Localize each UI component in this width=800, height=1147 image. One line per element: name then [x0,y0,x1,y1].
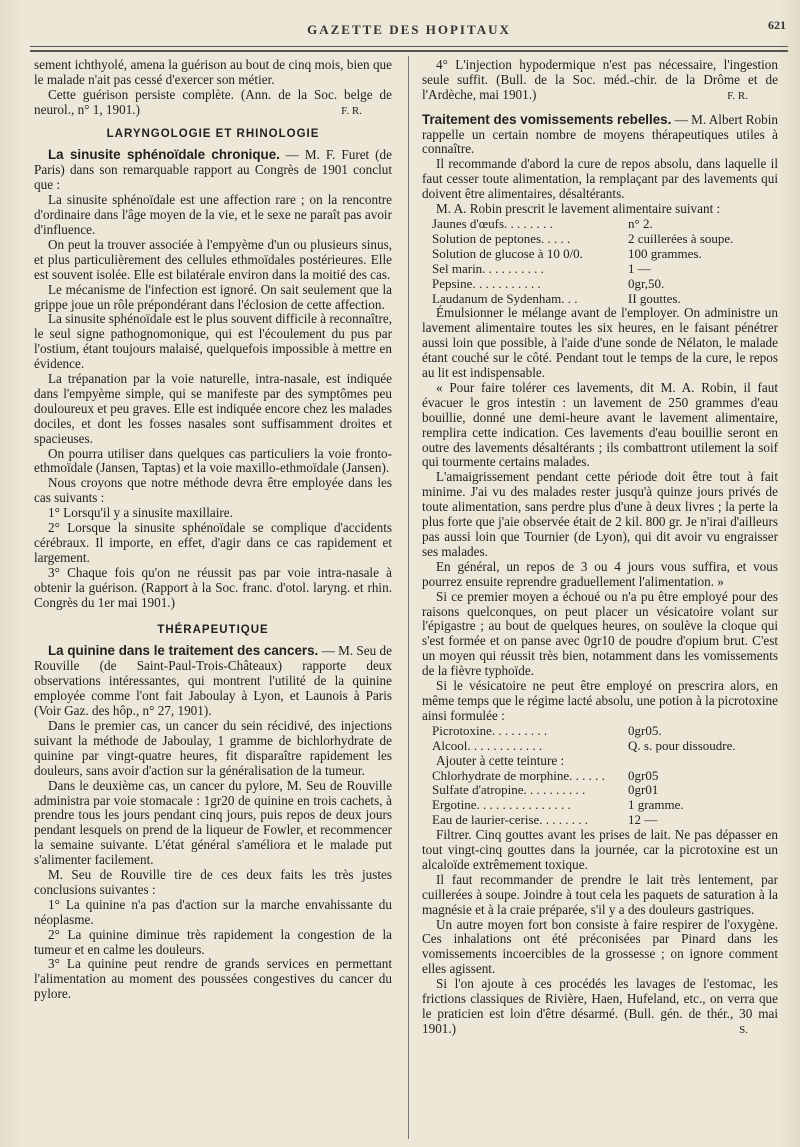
paragraph: 2° La quinine diminue très rapidement la congestion de la tumeur et en calme les douleurs. [34,926,392,957]
paragraph: Dans le deuxième cas, un cancer du pylore, M. Seu de Rouville administra par voie stomacale : 1gr20 de quinine en trois cachets, à prendre tous les jours pendant cinq jours, puis repos de deux jours pendant lesquels on prend de la liqueur de Fowler, et recommencer la semaine suivante. L'état général s'améliora et le malade put s'alimenter facilement. [34,777,392,868]
paragraph: Nous croyons que notre méthode devra être employée dans les cas suivants : [34,475,392,506]
page-number: 621 [768,18,786,32]
author-initials: S. [739,1023,748,1036]
paragraph: La sinusite sphénoïdale est une affection rare ; on la rencontre d'ordinaire dans l'âge moyen de la vie, et le sexe ne paraît pas avoir d'influence. [34,192,392,237]
paragraph: « Pour faire tolérer ces lavements, dit M. A. Robin, il faut évacuer le gros intestin : un lavement de 250 grammes d'eau bouillie, donné une demi-heure avant le lavement alimentaire, remplira cette indication. Ces lavements d'eau bouillie seront en outre des lavements désaltérants ; ils combattront utilement la soif qui tourmente certains malades. [422,379,778,470]
paragraph: Cette guérison persiste complète. (Ann. de la Soc. belge de neurol., n° 1, 1901.) [34,86,392,117]
paragraph: On pourra utiliser dans quelques cas particuliers la voie fronto-ethmoïdale (Jansen, Taptas) et la voie maxillo-ethmoïdale (Jansen). [34,445,392,476]
article-title: La sinusite sphénoïdale chronique. [48,147,280,163]
prescription-row [422,813,778,828]
paragraph: 3° Chaque fois qu'on ne réussit pas par voie intra-nasale à obtenir la guérison. (Rapport à la Soc. franc. d'otol. laryng. et rhin. Congrès du 1er mai 1901.) [34,564,392,610]
header-rule-double [30,50,788,52]
column-divider [408,56,409,1139]
prescription-row [422,292,778,307]
ingredient-quantity: 100 grammes. [628,245,702,261]
paragraph: Un autre moyen fort bon consiste à faire respirer de l'oxygène. Ces inhalations ont été préconisées par Pinard dans les vomissements incoercibles de la grossesse ; on ignore comment elles agissent. [422,916,778,977]
author-initials: F. R. [341,104,362,117]
ingredient-name: Laudanum de Sydenham. . . [432,290,578,306]
section-heading-laryngologie: LARYNGOLOGIE ET RHINOLOGIE [106,127,320,140]
header-rule [30,46,788,47]
paragraph: Il recommande d'abord la cure de repos absolu, dans laquelle il faut cesser toute alimentation, la remplaçant par des lavements qui doivent être alimentaires, désaltérants. [422,156,778,202]
ingredient-quantity: 0gr01 [628,782,659,798]
prescription-table-teinture [422,769,778,829]
article-text: — M. Seu de Rouville (de Saint-Paul-Trois-Châteaux) rapporte deux observations intéressantes, qui montrent l'utilité de la quinine employée comme l'ont fait Jaboulay à Lyon, et Launois à Paris (Voir Gaz. des hôp., n° 27, 1901). [34,643,392,719]
ingredient-name: Sulfate d'atropine. . . . . . . . . . [432,782,586,798]
prescription-row [422,783,778,798]
paragraph: L'amaigrissement pendant cette période doit être tout à fait minime. J'ai vu des malades rester jusqu'à quinze jours privés de toute alimentation, sans perdre plus d'une à deux livres ; la perte la plus forte que j'aie observée était de 2 kil. 800 gr. Je n'irai d'ailleurs pas aussi loin que Tournier (de Lyon), qui dit avoir vu engraisser ses malades. [422,469,778,559]
ingredient-quantity: 12 — [628,812,658,828]
paragraph: M. A. Robin prescrit le lavement alimentaire suivant : [436,201,721,217]
paragraph: Ajouter à cette teinture : [436,752,565,768]
paragraph: M. Seu de Rouville tire de ces deux faits les très justes conclusions suivantes : [34,867,392,897]
ingredient-name: Chlorhydrate de morphine. . . . . . [432,767,605,783]
ingredient-name: Ergotine. . . . . . . . . . . . . . . [432,797,571,813]
ingredient-name: Pepsine. . . . . . . . . . . [432,275,541,291]
ingredient-quantity: 2 cuillerées à soupe. [628,230,734,246]
prescription-table-lavement [422,217,778,306]
ingredient-name: Solution de peptones. . . . . [432,230,571,246]
ingredient-quantity: 1 — [628,260,651,276]
paragraph: 1° Lorsqu'il y a sinusite maxillaire. [48,505,233,521]
paragraph: Si ce premier moyen a échoué ou n'a pu être employé pour des raisons quelconques, on peut placer un vésicatoire volant sur l'épigastre ; au bout de quelques heures, on soulève la cloque qui s'est formée et on panse avec 0gr10 de poudre d'opium brut. C'est un moyen qui réussit très bien, notamment dans les vomissements de la fièvre typhoïde. [422,588,778,679]
ingredient-quantity: 0gr,50. [628,275,665,291]
prescription-row [422,739,778,754]
ingredient-quantity: 0gr05. [628,722,662,738]
prescription-row [422,798,778,813]
article-title: Traitement des vomissements rebelles. [422,111,672,127]
paragraph: 3° La quinine peut rendre de grands services en permettant l'alimentation au moment des poussées congestives du cancer du pylore. [34,956,392,1002]
paragraph: Le mécanisme de l'infection est ignoré. On sait seulement que la grippe joue un rôle prépondérant dans l'éclosion de cette affection. [34,281,392,312]
paragraph: Si le vésicatoire ne peut être employé on prescrira alors, en même temps que le régime lacté absolu, une potion à la picrotoxine ainsi formulée : [422,678,778,723]
prescription-row [422,247,778,262]
prescription-row [422,217,778,232]
article-paragraph [34,644,392,719]
ingredient-quantity: 0gr05 [628,767,659,783]
prescription-row [422,769,778,784]
ingredient-quantity: II gouttes. [628,290,681,306]
ingredient-name: Alcool. . . . . . . . . . . . [432,737,543,753]
paragraph: Si l'on ajoute à ces procédés les lavages de l'estomac, les frictions classiques de Rivière, Haen, Hufeland, etc., on verra que le praticien est loin d'être désarmé. (Bull. gén. de thér., 30 mai 1901.) [422,976,778,1036]
paragraph: On peut la trouver associée à l'empyème d'un ou plusieurs sinus, et plus particulièrement des cellules ethmoïdales postérieures. Elle est souvent isolée. Elle est bilatérale environ dans la moitié des cas. [34,236,392,282]
paragraph: 2° Lorsque la sinusite sphénoïdale se complique d'accidents cérébraux. Il importe, en effet, d'agir dans ce cas rapidement et largement. [34,520,392,565]
prescription-row [422,262,778,277]
ingredient-name: Solution de glucose à 10 0/0. [432,245,583,261]
prescription-row [422,277,778,292]
author-initials: F. R. [727,89,748,102]
ingredient-name: Picrotoxine. . . . . . . . . [432,722,548,738]
article-paragraph [422,113,778,158]
paragraph: sement ichthyolé, amena la guérison au bout de cinq mois, bien que le malade n'ait pas cessé d'exercer son métier. [34,57,392,87]
paragraph: Filtrer. Cinq gouttes avant les prises de lait. Ne pas dépasser en tout vingt-cinq gouttes dans la journée, car la picrotoxine est un alcaloïde extrêmement toxique. [422,827,778,872]
article-text: — M. Albert Robin rappelle un certain nombre de moyens thérapeutiques utiles à connaître. [422,111,778,157]
prescription-table-picrotoxine [422,724,778,754]
paragraph: En général, un repos de 3 ou 4 jours vous suffira, et vous pourrez ensuite reprendre graduellement l'alimentation. » [422,558,778,589]
paragraph: 4° L'injection hypodermique n'est pas nécessaire, l'ingestion seule suffit. (Bull. de la Soc. méd.-chir. de la Drôme et de l'Ardèche, mai 1901.) [422,57,778,102]
ingredient-name: Eau de laurier-cerise. . . . . . . . [432,812,589,828]
paragraph: Dans le premier cas, un cancer du sein récidivé, des injections suivant la méthode de Jaboulay, 1 gramme de bichlorhydrate de quinine par vingt-quatre heures, fit disparaître rapidement les douleurs, sans avoir d'action sur la généralisation de la tumeur. [34,717,392,778]
paragraph: 1° La quinine n'a pas d'action sur la marche envahissante du néoplasme. [34,896,392,927]
journal-title: GAZETTE DES HOPITAUX [307,22,511,37]
article-text: — M. F. Furet (de Paris) dans son remarquable rapport au Congrès de 1901 conclut que : [34,147,392,193]
paragraph: La sinusite sphénoïdale est le plus souvent difficile à reconnaître, le seul signe pathognomonique, qui est l'écoulement du pus par l'ostium, étant toujours malaisé, quelquefois impossible à mettre en évidence. [34,311,392,372]
prescription-row [422,724,778,739]
ingredient-quantity: 1 gramme. [628,797,684,813]
section-heading-therapeutique: THÉRAPEUTIQUE [157,623,269,636]
ingredient-quantity: n° 2. [628,215,653,231]
paragraph: Émulsionner le mélange avant de l'employer. On administre un lavement alimentaire toutes les six heures, en le faisant pénétrer aussi loin que possible, à l'aide d'une sonde de Nélaton, le malade étant couché sur le côté. Pendant tout le temps de la cure, le repos au lit est indispensable. [422,305,778,381]
article-title: La quinine dans le traitement des cancers. [48,643,319,659]
ingredient-quantity: Q. s. pour dissoudre. [628,737,736,753]
ingredient-name: Jaunes d'œufs. . . . . . . . [432,215,553,231]
article-paragraph [34,148,392,193]
right-column [422,58,778,1139]
paragraph: Il faut recommander de prendre le lait très lentement, par cuillerées à soupe. Joindre à tout cela les paquets de saturation à la magnésie et à la craie préparée, s'il y a des douleurs gastriques. [422,871,778,917]
left-column [34,58,392,1139]
paragraph: La trépanation par la voie naturelle, intra-nasale, est indiquée dans l'empyème simple, qui se manifeste par des symptômes peu douloureux et peu graves. Elle est indiquée encore chez les malades dociles, et dont les fosses nasales sont suffisamment droites et spacieuses. [34,371,392,446]
ingredient-name: Sel marin. . . . . . . . . . [432,260,544,276]
prescription-row [422,232,778,247]
